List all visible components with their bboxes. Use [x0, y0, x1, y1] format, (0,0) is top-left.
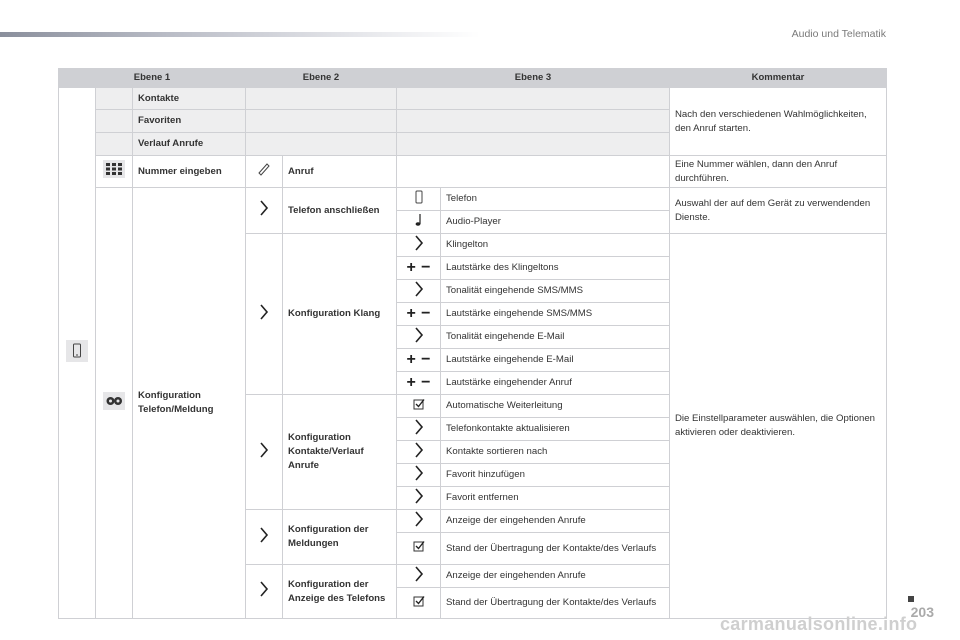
level3-lautstaerke-sms: Lautstärke eingehende SMS/MMS: [441, 303, 670, 326]
col-header-kommentar: Kommentar: [670, 69, 887, 88]
handset-icon: [256, 161, 272, 182]
level3-tonalitaet-sms: Tonalität eingehende SMS/MMS: [441, 280, 670, 303]
level3-tonalitaet-email: Tonalität eingehende E-Mail: [441, 326, 670, 349]
level1-konfig-telefon: Konfiguration Telefon/Meldung: [133, 188, 246, 619]
comment-call: Nach den verschiedenen Wahlmöglichkeiten, den Anruf starten.: [670, 88, 887, 156]
minus-icon: −: [421, 350, 431, 368]
minus-icon: −: [421, 304, 431, 322]
chevron-right-icon: [414, 281, 424, 302]
level2-telefon-anschliessen: Telefon anschließen: [283, 188, 397, 234]
page-number: 203: [910, 604, 934, 620]
settings-gear-icon: [103, 392, 125, 415]
keypad-icon: [103, 160, 125, 183]
col-header-ebene2: Ebene 2: [246, 69, 397, 88]
table-header-row: [59, 69, 887, 88]
level3-favorit-hinzufuegen: Favorit hinzufügen: [441, 464, 670, 487]
level3-anzeige-anrufe-1: Anzeige der eingehenden Anrufe: [441, 510, 670, 533]
plus-icon: +: [406, 258, 416, 276]
level3-telefonkontakte-aktualisieren: Telefonkontakte aktualisieren: [441, 418, 670, 441]
plus-icon: +: [406, 373, 416, 391]
chevron-right-icon: [259, 304, 269, 325]
level3-stand-uebertragung-2: Stand der Übertragung der Kontakte/des Verlaufs: [441, 588, 670, 619]
checkbox-icon: [413, 398, 425, 415]
header-decor-bar: [0, 32, 480, 37]
level1-nummer: Nummer eingeben: [133, 156, 246, 188]
chevron-right-icon: [414, 235, 424, 256]
level2-konfig-kontakte: Konfiguration Kontakte/Verlauf Anrufe: [283, 395, 397, 510]
level3-lautstaerke-email: Lautstärke eingehende E-Mail: [441, 349, 670, 372]
phone-icon: [66, 340, 88, 367]
level3-lautstaerke-klingelton: Lautstärke des Klingeltons: [441, 257, 670, 280]
level3-telefon: Telefon: [441, 188, 670, 211]
level3-audio-player: Audio-Player: [441, 211, 670, 234]
level3-klingelton: Klingelton: [441, 234, 670, 257]
level3-lautstaerke-anruf: Lautstärke eingehender Anruf: [441, 372, 670, 395]
comment-settings: Die Einstellparameter auswählen, die Optionen aktivieren oder deaktivieren.: [670, 234, 887, 619]
page-marker: [908, 596, 914, 602]
level1-verlauf: Verlauf Anrufe: [133, 133, 246, 156]
level2-konfig-meldungen: Konfiguration der Meldungen: [283, 510, 397, 565]
table-row: [59, 188, 887, 211]
plus-icon: +: [406, 350, 416, 368]
level3-stand-uebertragung-1: Stand der Übertragung der Kontakte/des Verlaufs: [441, 533, 670, 565]
level1-kontakte: Kontakte: [133, 88, 246, 110]
level3-favorit-entfernen: Favorit entfernen: [441, 487, 670, 510]
watermark: carmanualsonline.info: [720, 614, 918, 634]
plus-icon: +: [406, 304, 416, 322]
comment-device: Auswahl der auf dem Gerät zu verwendenden Dienste.: [670, 188, 887, 234]
checkbox-icon: [413, 540, 425, 557]
chevron-right-icon: [414, 488, 424, 509]
section-title: Audio und Telematik: [791, 28, 886, 40]
phone-small-icon: [414, 190, 424, 209]
level2-konfig-klang: Konfiguration Klang: [283, 234, 397, 395]
minus-icon: −: [421, 373, 431, 391]
level3-anzeige-anrufe-2: Anzeige der eingehenden Anrufe: [441, 565, 670, 588]
chevron-right-icon: [414, 419, 424, 440]
level2-anruf: Anruf: [283, 156, 397, 188]
chevron-right-icon: [414, 465, 424, 486]
col-header-ebene1: Ebene 1: [59, 69, 246, 88]
chevron-right-icon: [414, 566, 424, 587]
menu-table: [58, 68, 887, 619]
checkbox-icon: [413, 595, 425, 612]
music-note-icon: [414, 213, 424, 232]
chevron-right-icon: [414, 442, 424, 463]
level1-favoriten: Favoriten: [133, 110, 246, 133]
chevron-right-icon: [414, 327, 424, 348]
comment-nummer: Eine Nummer wählen, dann den Anruf durchführen.: [670, 156, 887, 188]
chevron-right-icon: [259, 200, 269, 221]
level3-kontakte-sortieren: Kontakte sortieren nach: [441, 441, 670, 464]
chevron-right-icon: [259, 442, 269, 463]
chevron-right-icon: [414, 511, 424, 532]
col-header-ebene3: Ebene 3: [397, 69, 670, 88]
phone-section-icon-cell: [59, 88, 96, 619]
table-row: [59, 88, 887, 110]
level3-auto-weiterleitung: Automatische Weiterleitung: [441, 395, 670, 418]
chevron-right-icon: [259, 527, 269, 548]
chevron-right-icon: [259, 581, 269, 602]
level2-konfig-anzeige: Konfiguration der Anzeige des Telefons: [283, 565, 397, 619]
minus-icon: −: [421, 258, 431, 276]
table-row: [59, 156, 887, 188]
